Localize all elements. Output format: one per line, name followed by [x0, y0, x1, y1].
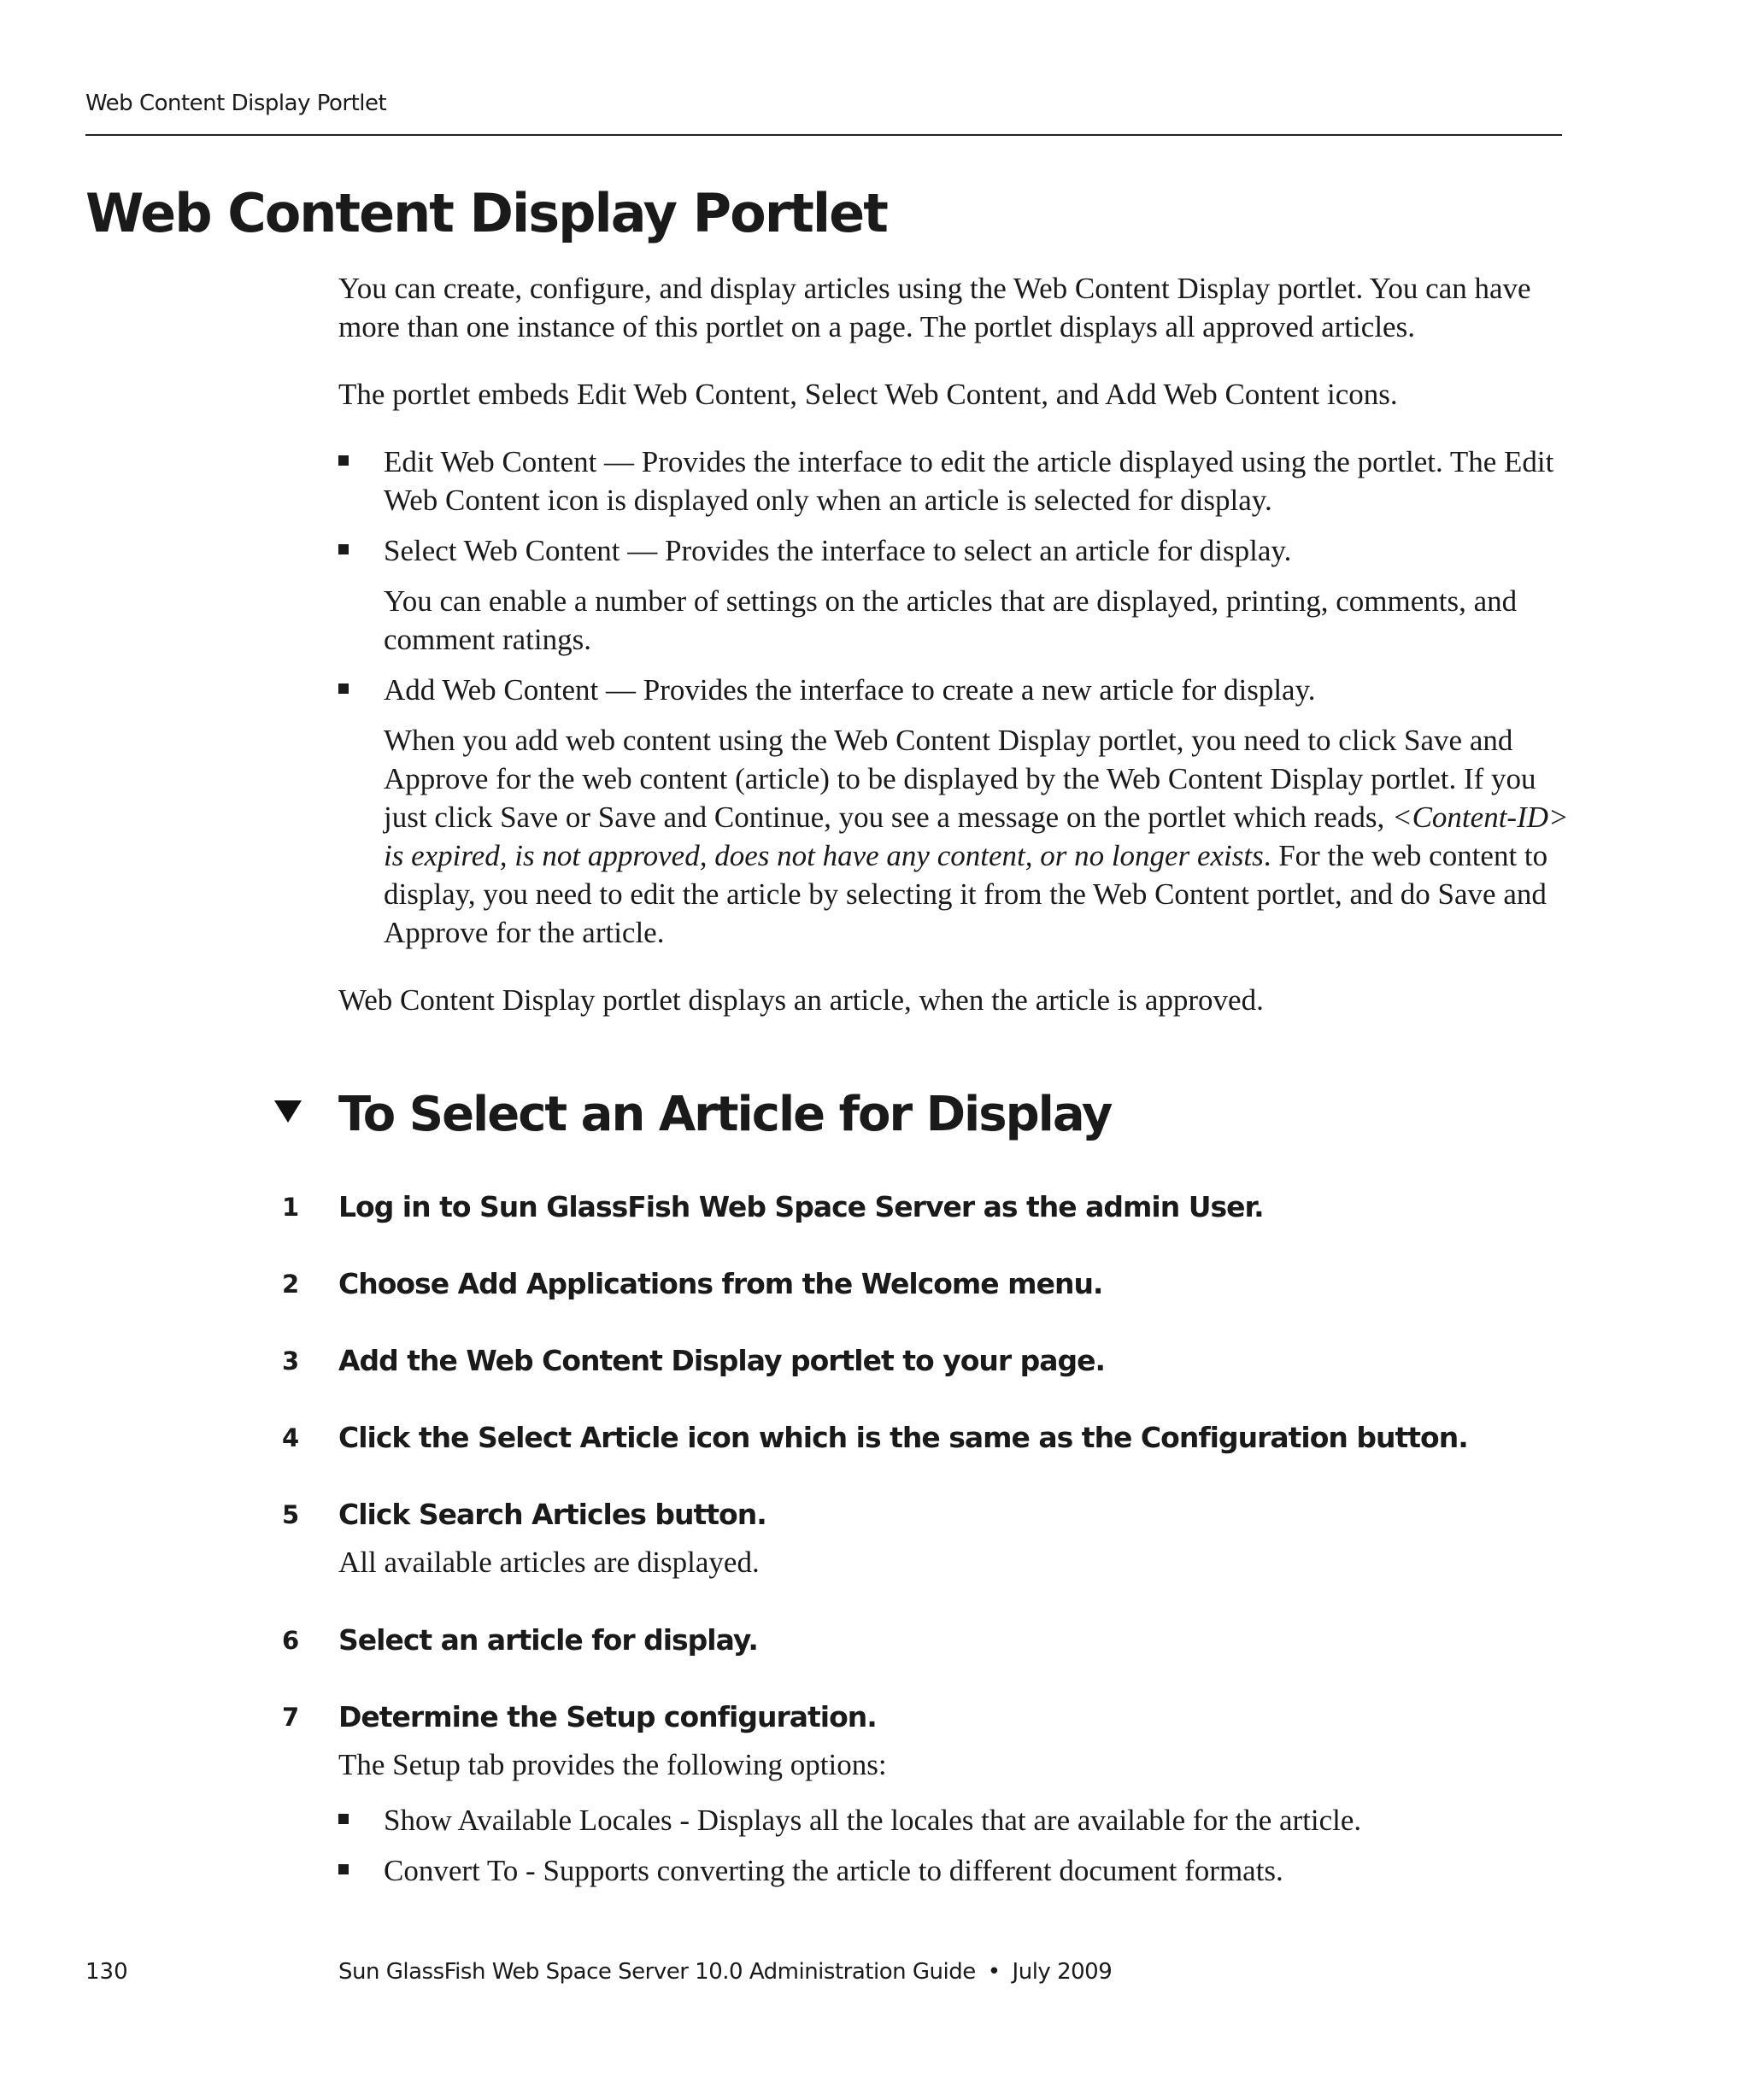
step-number: 3 [282, 1346, 300, 1376]
footer-date: July 2009 [1012, 1959, 1113, 1985]
option-item [338, 1851, 1535, 1890]
setup-options-list [338, 1801, 1535, 1902]
step-title: Choose Add Applications from the Welcome menu. [338, 1267, 1103, 1300]
bullet-text: Edit Web Content — Provides the interface to edit the article displayed using the portlet. The Edit Web Content icon is displayed only when an article is selected for display. [384, 445, 1554, 517]
bullet-text: Add Web Content — Provides the interface to create a new article for display. [384, 673, 1316, 707]
footer [338, 1959, 1112, 1985]
icon-bullet-list [338, 443, 1569, 952]
bullet-edit-web-content [338, 443, 1569, 519]
bullet-square-icon [338, 1814, 349, 1824]
bullet-square-icon [338, 455, 349, 466]
step-title: Log in to Sun GlassFish Web Space Server as the admin User. [338, 1190, 1264, 1223]
bullet-square-icon [338, 683, 349, 694]
bullet-sub-paragraph [384, 721, 1569, 952]
bullet-sub-paragraph: You can enable a number of settings on the articles that are displayed, printing, comments, and comment ratings. [384, 584, 1518, 656]
footer-book-title: Sun GlassFish Web Space Server 10.0 Administration Guide [338, 1959, 976, 1985]
intro-paragraph-1: You can create, configure, and display articles using the Web Content Display portlet. You can have more than one instance of this portlet on a page. The portlet displays all approved articles. [338, 272, 1531, 343]
page-title: Web Content Display Portlet [85, 182, 887, 244]
step-title: Select an article for display. [338, 1623, 758, 1657]
bullet-square-icon [338, 1864, 349, 1874]
step-result: All available articles are displayed. [338, 1546, 760, 1579]
option-text: Show Available Locales - Displays all the locales that are available for the article. [384, 1804, 1362, 1837]
step-number: 2 [282, 1270, 300, 1299]
step-number: 4 [282, 1423, 300, 1452]
step-number: 7 [282, 1703, 300, 1732]
step-title: Add the Web Content Display portlet to your page. [338, 1344, 1106, 1377]
page-number: 130 [85, 1959, 128, 1985]
intro-paragraph-2: The portlet embeds Edit Web Content, Select Web Content, and Add Web Content icons. [338, 378, 1398, 411]
header-rule [85, 134, 1562, 136]
bullet-add-web-content [338, 671, 1569, 952]
bullet-select-web-content [338, 531, 1569, 659]
step-number: 6 [282, 1626, 300, 1655]
step-title: Click Search Articles button. [338, 1498, 766, 1531]
error-message-text: <Content-ID> is expired, is not approved, does not have any content, or no longer exists [384, 801, 1569, 872]
sub-text-a: When you add web content using the Web Content Display portlet, you need to click Save and Approve for the web content (article) to be displayed by the Web Content Display portlet. If you just click Save or Save and Continue, you see a message on the portlet which reads, [384, 724, 1536, 834]
step-title: Determine the Setup configuration. [338, 1700, 877, 1733]
step-number: 1 [282, 1193, 300, 1222]
option-item [338, 1801, 1535, 1839]
intro-section [338, 269, 1569, 1048]
intro-paragraph-3: Web Content Display portlet displays an article, when the article is approved. [338, 983, 1264, 1017]
footer-separator: • [987, 1959, 1001, 1985]
bullet-square-icon [338, 544, 349, 554]
step-number: 5 [282, 1500, 300, 1529]
option-text: Convert To - Supports converting the article to different document formats. [384, 1854, 1283, 1887]
step-title: Click the Select Article icon which is the same as the Configuration button. [338, 1421, 1468, 1454]
sub-text-b: . For the web content to display, you need to edit the article by selecting it from the Web Content portlet, and do Save and Approve for the article. [384, 839, 1548, 949]
procedure-triangle-icon [274, 1100, 302, 1123]
procedure-heading: To Select an Article for Display [338, 1087, 1112, 1142]
bullet-text: Select Web Content — Provides the interface to select an article for display. [384, 534, 1292, 567]
step-result: The Setup tab provides the following options: [338, 1748, 887, 1781]
running-header: Web Content Display Portlet [85, 91, 387, 116]
